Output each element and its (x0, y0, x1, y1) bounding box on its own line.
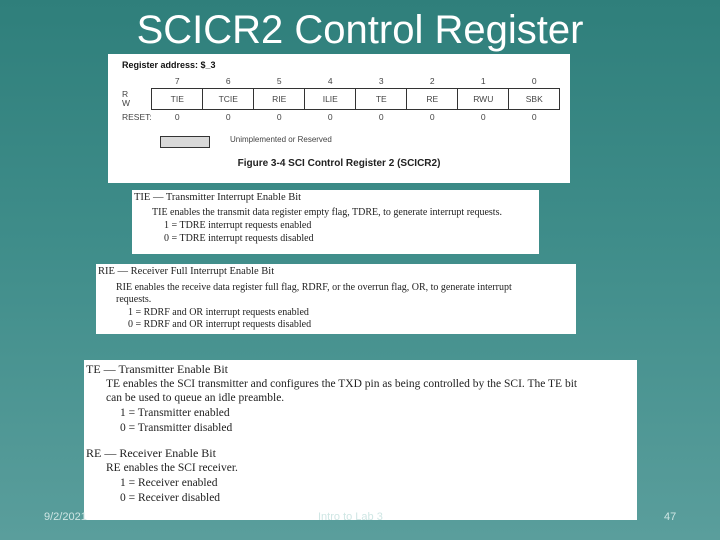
reset-value: 0 (174, 112, 180, 122)
bit-number: 3 (378, 76, 384, 86)
bit-number: 7 (174, 76, 180, 86)
te-re-description (84, 360, 637, 520)
reset-value: 0 (429, 112, 435, 122)
bit-cell-re: RE (407, 89, 458, 110)
tie-option-1: 1 = TDRE interrupt requests enabled (164, 220, 312, 231)
reset-value: 0 (225, 112, 231, 122)
bit-number: 4 (327, 76, 333, 86)
rie-title: RIE — Receiver Full Interrupt Enable Bit (98, 266, 275, 277)
tie-desc: TIE enables the transmit data register empty flag, TDRE, to generate interrupt requests. (152, 207, 502, 218)
rie-description (96, 264, 576, 334)
tie-description (132, 190, 539, 254)
tie-title: TIE — Transmitter Interrupt Enable Bit (134, 192, 302, 203)
rie-option-1: 1 = RDRF and OR interrupt requests enabled (128, 307, 309, 318)
bit-number: 5 (276, 76, 282, 86)
reset-row (122, 110, 560, 125)
figure-caption: Figure 3-4 SCI Control Register 2 (SCICR2) (237, 158, 441, 169)
re-desc: RE enables the SCI receiver. (106, 462, 238, 474)
bit-cell-te: TE (356, 89, 407, 110)
re-option-1: 1 = Receiver enabled (120, 477, 218, 489)
bit-name-row (122, 89, 560, 110)
bit-number: 2 (429, 76, 435, 86)
legend-swatch (160, 136, 210, 148)
footer-center: Intro to Lab 3 (318, 511, 383, 523)
te-desc-line2: can be used to queue an idle preamble. (106, 392, 285, 404)
register-address: Register address: $_3 (122, 60, 216, 70)
reset-value: 0 (480, 112, 486, 122)
register-figure (108, 54, 570, 183)
te-desc-line1: TE enables the SCI transmitter and configures the TXD pin as being controlled by the SCI. The TE bit (106, 378, 578, 390)
rw-label-w: W (122, 98, 131, 108)
bit-cell-rie: RIE (254, 89, 305, 110)
legend-text: Unimplemented or Reserved (230, 135, 332, 144)
re-title: RE — Receiver Enable Bit (86, 446, 216, 460)
footer-page-number: 47 (664, 511, 677, 523)
register-table (122, 74, 560, 124)
bit-cell-sbk: SBK (509, 89, 560, 110)
bit-cell-rwu: RWU (458, 89, 509, 110)
tie-option-0: 0 = TDRE interrupt requests disabled (164, 233, 314, 244)
rw-label-r: R (122, 89, 129, 99)
reset-value: 0 (276, 112, 282, 122)
bit-number: 0 (531, 76, 537, 86)
te-title: TE — Transmitter Enable Bit (86, 362, 228, 376)
reset-label: RESET: (122, 111, 152, 122)
reset-value: 0 (378, 112, 384, 122)
bit-cell-ilie: ILIE (305, 89, 356, 110)
reset-value: 0 (327, 112, 333, 122)
te-option-0: 0 = Transmitter disabled (120, 422, 233, 434)
bit-cell-tcie: TCIE (203, 89, 254, 110)
bit-number-row (122, 74, 560, 89)
footer-date: 9/2/2021 (44, 511, 87, 523)
rie-desc-line1: RIE enables the receive data register full flag, RDRF, or the overrun flag, OR, to generate interrupt (116, 282, 512, 293)
rie-desc-line2: requests. (116, 294, 152, 305)
slide-title: SCICR2 Control Register (136, 8, 584, 52)
rie-option-0: 0 = RDRF and OR interrupt requests disabled (128, 319, 312, 330)
bit-number: 1 (480, 76, 486, 86)
reset-value: 0 (531, 112, 537, 122)
bit-cell-tie: TIE (152, 89, 203, 110)
re-option-0: 0 = Receiver disabled (120, 492, 221, 504)
bit-number: 6 (225, 76, 231, 86)
te-option-1: 1 = Transmitter enabled (120, 407, 230, 419)
